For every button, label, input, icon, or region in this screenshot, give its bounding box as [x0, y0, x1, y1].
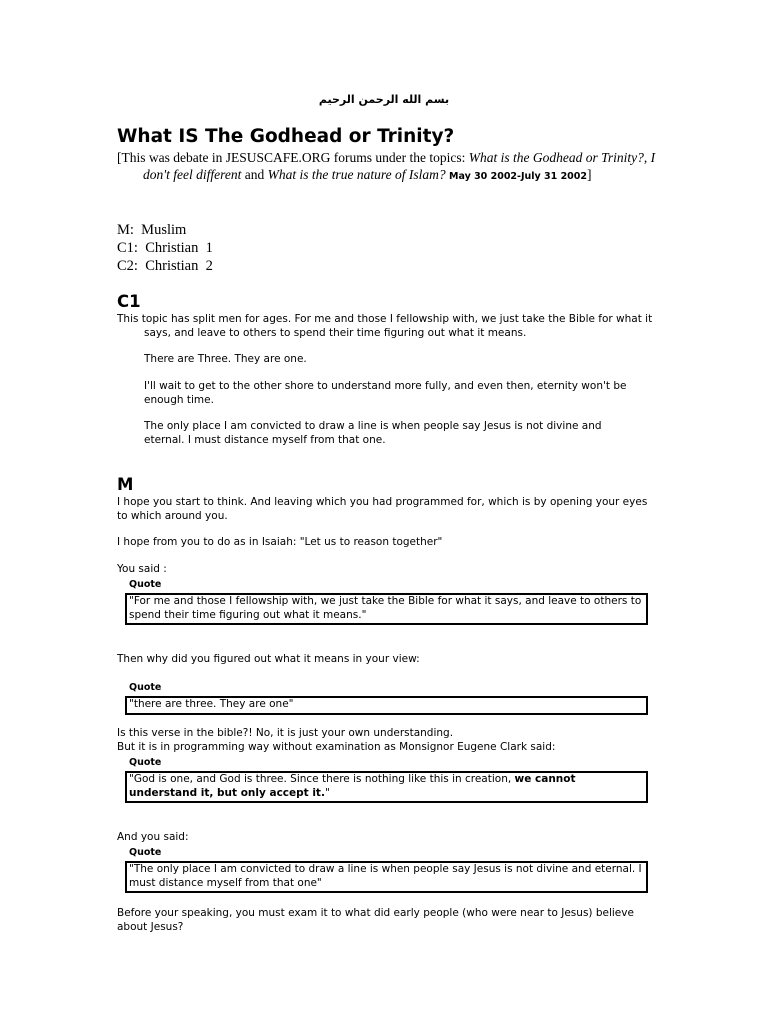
- m-paragraph-4: Then why did you figured out what it means in your view:: [117, 653, 420, 665]
- c1-paragraph-1: This topic has split men for ages. For me and those I fellowship with, we just take the Bible for what it says, and leave to others to spend their time figuring out what it means.: [117, 313, 653, 339]
- intro-text: [This was debate in JESUSCAFE.ORG forums under the topics:: [117, 150, 469, 165]
- intro-and: and: [241, 167, 268, 182]
- quote-3-text: "God is one, and God is three. Since there is nothing like this in creation,: [129, 773, 515, 785]
- participants-list: [117, 221, 213, 275]
- m-paragraph-6: And you said:: [117, 831, 189, 843]
- m-paragraph-5: [117, 727, 677, 754]
- m-paragraph-5-line-2: But it is in programming way without examination as Monsignor Eugene Clark said:: [117, 740, 556, 753]
- topic-1: What is the Godhead or Trinity?: [468, 150, 644, 165]
- basmala: بسم الله الرحمن الرحيم: [318, 93, 450, 106]
- quote-box-4: "The only place I am convicted to draw a line is when people say Jesus is not divine and eternal. I must distance myself from that one": [125, 861, 648, 893]
- quote-3-close: ": [324, 786, 330, 799]
- speaker-c1-heading: C1: [117, 292, 141, 311]
- topic-2: I don't feel different: [143, 150, 656, 182]
- quote-label-3: Quote: [129, 757, 162, 768]
- page-title: What IS The Godhead or Trinity?: [117, 126, 455, 147]
- participant-m: M: Muslim: [117, 222, 187, 238]
- m-paragraph-5-line-1: Is this verse in the bible?! No, it is just your own understanding.: [117, 727, 454, 739]
- c1-paragraph-4: The only place I am convicted to draw a line is when people say Jesus is not divine and eternal. I must distance myself from that one.: [144, 420, 602, 446]
- participant-c1: C1: Christian 1: [117, 240, 213, 256]
- intro-note: [117, 149, 673, 185]
- quote-box-2: "there are three. They are one": [125, 696, 648, 715]
- m-paragraph-1: I hope you start to think. And leaving which you had programmed for, which is by opening your eyes to which around you.: [117, 496, 648, 522]
- intro-sep: ,: [643, 150, 651, 165]
- c1-paragraph-3: I'll wait to get to the other shore to understand more fully, and even then, eternity won't be enough time.: [144, 380, 627, 406]
- topic-3: What is the true nature of Islam?: [267, 167, 446, 182]
- quote-label-1: Quote: [129, 579, 162, 590]
- participant-c2: C2: Christian 2: [117, 258, 213, 274]
- quote-box-3: [125, 771, 648, 803]
- quote-label-2: Quote: [129, 682, 162, 693]
- date-range: May 30 2002-July 31 2002: [449, 171, 588, 182]
- c1-paragraph-2: There are Three. They are one.: [144, 353, 307, 365]
- quote-label-4: Quote: [129, 847, 162, 858]
- speaker-m-heading: M: [117, 475, 134, 494]
- quote-box-1: "For me and those I fellowship with, we just take the Bible for what it says, and leave to others to spend their time figuring out what it means.": [125, 593, 648, 625]
- m-paragraph-3: You said :: [117, 563, 167, 575]
- intro-close: ]: [587, 167, 592, 182]
- quote-3-emphasis: we cannot understand it, but only accept it.: [129, 773, 576, 799]
- m-paragraph-7: Before your speaking, you must exam it to what did early people (who were near to Jesus) believe about Jesus?: [117, 907, 634, 933]
- m-paragraph-2: I hope from you to do as in Isaiah: "Let us to reason together": [117, 536, 443, 548]
